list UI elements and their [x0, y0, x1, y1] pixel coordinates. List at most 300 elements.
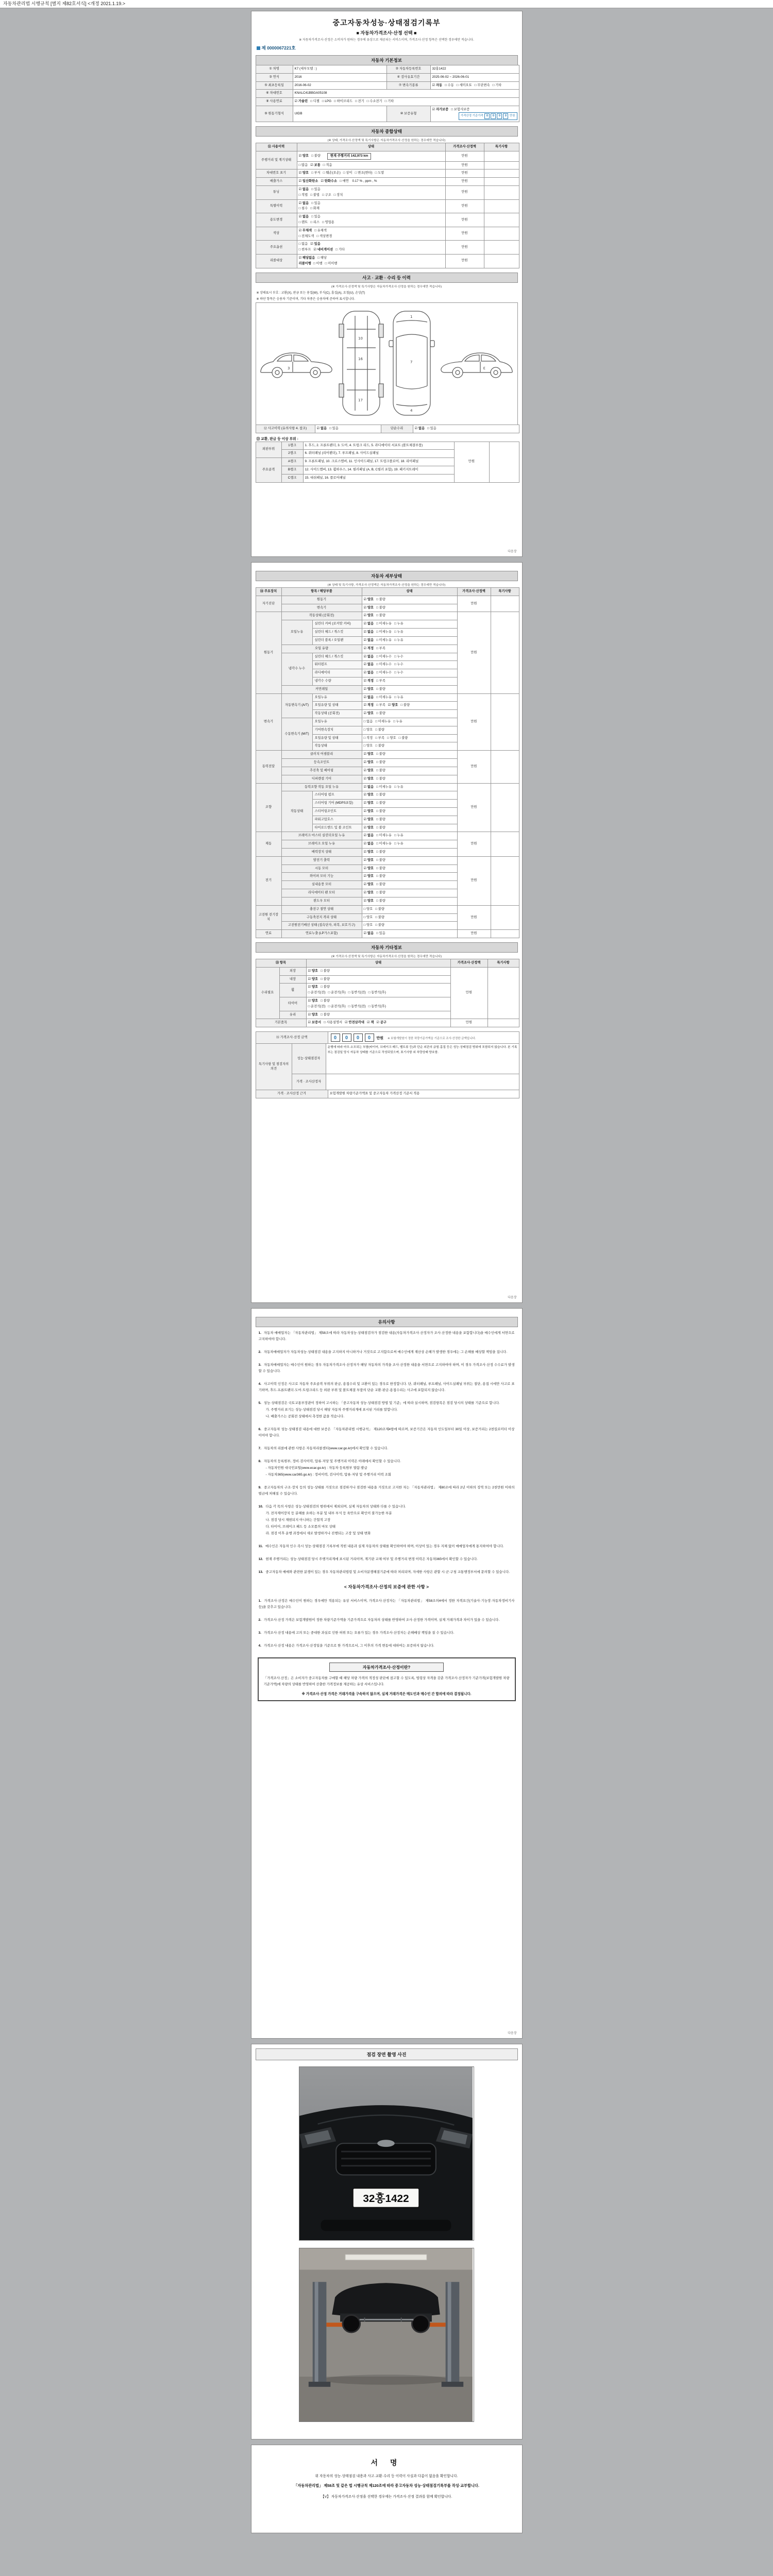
checkbox-checked[interactable]: ☑ 보증서 — [308, 1021, 322, 1025]
checkbox-checked[interactable]: ☑ 양호 — [363, 850, 374, 854]
part-cell: 오일누유 — [312, 718, 362, 726]
field-label: ① 차명 — [256, 65, 293, 74]
item-cell: 유리 — [279, 1011, 306, 1019]
checkbox-unchecked[interactable]: □ 불량 — [375, 727, 384, 732]
checkbox-unchecked[interactable]: □ 미세누수 — [376, 654, 392, 658]
checkbox-checked[interactable]: ☑ 가솔린 — [294, 99, 308, 104]
checkbox-checked[interactable]: ☑ 양호 — [363, 752, 374, 756]
svg-text:4: 4 — [410, 408, 413, 413]
remark-cell — [491, 751, 519, 783]
checkbox-unchecked[interactable]: □ 누수 — [394, 663, 404, 667]
notice-number: 1. — [258, 1599, 261, 1603]
checkbox-checked[interactable]: ☑ 양호 — [363, 825, 374, 829]
checkbox-unchecked[interactable]: □ 하이브리드 — [334, 99, 352, 104]
checkbox-unchecked[interactable]: □ 화재 — [310, 207, 320, 211]
checkbox-unchecked[interactable]: □ 불량 — [376, 825, 385, 829]
checkbox-unchecked[interactable]: □ 미세누유 — [376, 842, 392, 846]
checkbox-unchecked[interactable]: □ 훼손(오손) — [323, 171, 341, 175]
remark-cell — [484, 241, 519, 255]
checkbox-checked[interactable]: ☑ 양호 — [363, 768, 374, 772]
checkbox-checked[interactable]: ☑ 없음 — [298, 215, 309, 219]
price-cell: 만원 — [457, 783, 491, 832]
notice-item: 1. 가격조사·산정은 매수인이 원하는 경우에만 적용되는 유상 서비스이며, 가격조사·산정자는 「자동차관리법」 제58조의4에서 정한 자격요건(기술사·기능장·자동차정비기사 등)을 갖추고 있습니다. — [258, 1599, 515, 1609]
item-cell: 충전구 절연 상태 — [281, 905, 362, 913]
checkbox-checked[interactable]: ☑ 적정 — [363, 646, 374, 650]
checkbox-unchecked[interactable]: □ 무단변속 — [474, 83, 490, 87]
checkbox-checked[interactable]: ☑ 안전삼각대 — [345, 1021, 364, 1025]
checkbox-unchecked[interactable]: □ 불량 — [398, 736, 408, 740]
checkbox-checked[interactable]: ☑ 양호 — [363, 899, 374, 903]
checkbox-checked[interactable]: ☑ 네비게이션 — [313, 248, 333, 252]
car-diagram-side-left — [258, 342, 335, 385]
checkbox-unchecked[interactable]: □ 없음 — [363, 720, 373, 723]
checkbox-unchecked[interactable]: □ 불량 — [376, 752, 385, 756]
checkbox-checked[interactable]: ☑ 없음 — [363, 663, 374, 667]
checkbox-unchecked[interactable]: □ 불량 — [376, 760, 385, 765]
checkbox-unchecked[interactable]: □ 누유 — [394, 785, 404, 789]
remark-cell — [491, 856, 519, 905]
checkbox-checked[interactable]: ☑ 양호 — [308, 999, 318, 1003]
column-header: 특기사항 — [488, 959, 519, 967]
table-row — [256, 170, 519, 178]
checkbox-unchecked[interactable]: □ 운전석(전) — [308, 991, 326, 995]
checkbox-unchecked[interactable]: □ 미세누수 — [376, 663, 392, 667]
checkbox-checked[interactable]: ☑ 공구 — [376, 1021, 386, 1025]
notice-number: 12. — [258, 1557, 263, 1562]
state-cell — [297, 199, 445, 213]
checkbox-unchecked[interactable]: □ 운전석(후) — [328, 991, 346, 995]
part-cell: 오일누유 — [312, 693, 362, 702]
checkbox-unchecked[interactable]: □ 불량 — [375, 744, 384, 748]
notice-item: 9. 중고자동차의 구조·장치 등의 성능·상태를 거짓으로 점검하거나 점검한 내용을 거짓으로 고지한 자는 「자동차관리법」 제80조에 따라 2년 이하의 징역 또는 2천만원 이하의 벌금에 처해질 수 있습니다. — [258, 1486, 515, 1496]
checkbox-checked[interactable]: ☑ 일산화탄소 — [298, 179, 318, 183]
notice-subitem: - 자동차365(www.car365.go.kr) : 정비이력, 검사이력, 압류·저당 및 주행거리 이력 조회 — [265, 1473, 392, 1477]
checkbox-unchecked[interactable]: □ 미세누유 — [376, 630, 392, 634]
checkbox-checked[interactable]: ☑ 없음 — [363, 654, 374, 658]
checkbox-unchecked[interactable]: □ 동반석(후) — [368, 991, 386, 995]
part-cell: 작동상태 (공회전) — [312, 710, 362, 718]
checkbox-checked[interactable]: ☑ 양호 — [363, 597, 374, 601]
price-cell: 만원 — [445, 178, 484, 186]
checkbox-checked[interactable]: ☑ 양호 — [298, 154, 309, 158]
checkbox-unchecked[interactable]: □ 불량 — [375, 915, 384, 919]
checkbox-unchecked[interactable]: □ 수소전기 — [366, 99, 382, 104]
checkbox-unchecked[interactable]: □ 해당 — [317, 256, 327, 260]
guarantee-title: < 자동차가격조사·산정의 보증에 관한 사항 > — [344, 1584, 429, 1590]
table-row — [256, 1032, 519, 1044]
checkbox-checked[interactable]: ☑ 없음 — [298, 187, 309, 191]
checkbox-unchecked[interactable]: □ 부족 — [376, 703, 385, 707]
item-cell: 수동변속기 (M/T) — [281, 718, 312, 751]
state-cell — [362, 645, 457, 653]
checkbox-checked[interactable]: ☑ 없음 — [414, 426, 425, 430]
table-row — [256, 213, 519, 227]
doc-title: 중고자동차성능·상태점검기록부 — [332, 19, 441, 27]
item-cell: 오일 유량 — [281, 645, 362, 653]
history-item-label: 특별이력 — [256, 199, 297, 213]
checkbox-unchecked[interactable]: □ 불량 — [376, 597, 385, 601]
field-value — [430, 81, 519, 90]
checkbox-checked[interactable]: ☑ 없음 — [363, 695, 374, 699]
price-cell: 만원 — [445, 255, 484, 268]
item-cell: 등속조인트 — [281, 759, 362, 767]
checkbox-unchecked[interactable]: □ 누수 — [394, 654, 404, 658]
doc-number — [257, 45, 518, 51]
svg-text:32홍1422: 32홍1422 — [363, 2192, 409, 2205]
checkbox-unchecked[interactable]: □ 영업용 — [322, 221, 334, 224]
checkbox-unchecked[interactable]: □ 누유 — [393, 720, 402, 723]
checkbox-checked[interactable]: ☑ 양호 — [363, 801, 374, 805]
checkbox-unchecked[interactable]: □ 양호 — [386, 736, 396, 740]
checkbox-unchecked[interactable]: □ 없음 — [298, 242, 308, 246]
checkbox-checked[interactable]: ☑ 없음 — [363, 638, 374, 642]
part-cell: 실린더 블록 / 오일팬 — [312, 636, 362, 645]
checkbox-checked[interactable]: ☑ 없음 — [363, 842, 374, 846]
checkbox-unchecked[interactable]: □ 누유 — [394, 834, 404, 838]
vehicle-type-legend: ※ 하단 항목은 승용차 기준이며, 기타 차종은 승용차에 준하여 표시합니다. — [256, 297, 355, 301]
basis-table — [256, 1090, 519, 1098]
checkbox-unchecked[interactable]: □ 불량 — [375, 907, 384, 911]
checkbox-unchecked[interactable]: □ 유채색 — [314, 228, 327, 232]
checkbox-unchecked[interactable]: □ 전체도색 — [298, 234, 314, 238]
checkbox-unchecked[interactable]: □ 불량 — [376, 614, 385, 618]
part-cell: 타이로드엔드 및 볼 조인트 — [312, 824, 362, 832]
item-cell: 발전기 출력 — [281, 856, 362, 865]
item-cell: 작동상태 — [281, 791, 312, 832]
checkbox-unchecked[interactable]: □ 불량 — [321, 1012, 330, 1016]
checkbox-unchecked[interactable]: □ 양호 — [363, 727, 373, 732]
checkbox-unchecked[interactable]: □ 구조 — [322, 193, 331, 197]
checkbox-unchecked[interactable]: □ 불법 — [310, 193, 320, 197]
checkbox-unchecked[interactable]: □ 적정 — [363, 736, 373, 740]
notice-subitem: 가. 전자제어장치 등 분해를 요하는 부분 및 내부 부식 등 육안으로 확인이 불가능한 부분 — [265, 1512, 392, 1516]
part-cell: 냉각수 수량 — [312, 677, 362, 685]
checkbox-checked[interactable]: ☑ 양호 — [363, 711, 374, 716]
checkbox-checked[interactable]: ☑ 없음 — [363, 834, 374, 838]
checkbox-unchecked[interactable]: □ 침수 — [298, 207, 308, 211]
checkbox-checked[interactable]: ☑ 적정 — [363, 703, 374, 707]
checkbox-checked[interactable]: ☑ 없음 — [316, 426, 327, 430]
state-cell — [297, 151, 445, 161]
checkbox-checked[interactable]: ☑ 없음 — [363, 785, 374, 789]
device-cell: 연료 — [256, 930, 281, 938]
checkbox-checked[interactable]: ☑ 양호 — [363, 891, 374, 895]
state-cell — [297, 170, 445, 178]
checkbox-unchecked[interactable]: □ 불량 — [376, 891, 385, 895]
checkbox-unchecked[interactable]: □ 불량 — [376, 687, 385, 691]
checkbox-checked[interactable]: ☑ 양호 — [308, 977, 318, 981]
column-header: 상태 — [306, 959, 450, 967]
valuation-digit: 0 — [331, 1033, 340, 1042]
checkbox-unchecked[interactable]: □ 기타 — [335, 248, 345, 252]
checkbox-unchecked[interactable]: □ 매연 — [340, 179, 349, 183]
checkbox-unchecked[interactable]: □ 운전석(전) — [308, 1004, 326, 1008]
state-cell — [297, 227, 445, 241]
checkbox-unchecked[interactable]: □ 누유 — [394, 842, 404, 846]
checkbox-checked[interactable]: ☑ 양호 — [298, 171, 309, 175]
checkbox-unchecked[interactable]: □ 동반석(전) — [348, 991, 366, 995]
checkbox-unchecked[interactable]: □ 불량 — [311, 154, 321, 158]
field-label: ⑨ 원동기형식 — [256, 106, 293, 122]
checkbox-unchecked[interactable]: □ 장치 — [333, 193, 343, 197]
next-page-marker: 다음장 — [508, 550, 517, 553]
checkbox-unchecked[interactable]: □ 세미오토 — [456, 83, 472, 87]
column-header: ⑪ 사용이력 — [256, 143, 297, 151]
inspector-role-label: 성능·상태점검자 — [292, 1044, 326, 1074]
checkbox-checked[interactable]: ☑ 양호 — [363, 883, 374, 887]
checkbox-unchecked[interactable]: □ 수동 — [445, 83, 454, 87]
part-cell: 작동상태 — [312, 742, 362, 751]
checkbox-unchecked[interactable]: □ 양호 — [363, 744, 373, 748]
checkbox-unchecked[interactable]: □ 불량 — [321, 977, 330, 981]
checkbox-unchecked[interactable]: □ 불량 — [321, 999, 330, 1003]
price-cell: 만원 — [450, 1019, 488, 1027]
table-row — [256, 185, 519, 199]
checkbox-unchecked[interactable]: □ 불량 — [376, 899, 385, 903]
notice-number: 4. — [258, 1382, 261, 1386]
checkbox-unchecked[interactable]: □ 불량 — [400, 703, 410, 707]
checkbox-unchecked[interactable]: □ 양호 — [363, 923, 373, 927]
checkbox-unchecked[interactable]: □ 상이 — [343, 171, 352, 175]
checkbox-unchecked[interactable]: □ 양호 — [363, 907, 373, 911]
checkbox-unchecked[interactable]: □ 렌트 — [298, 221, 308, 224]
checkbox-unchecked[interactable]: □ LPG — [322, 99, 332, 104]
basis-label: 가격 · 조사산정 근거 — [256, 1090, 328, 1098]
guarantee-body — [256, 1595, 518, 1649]
checkbox-checked[interactable]: ☑ 양호 — [363, 858, 374, 862]
notice-number: 8. — [258, 1460, 261, 1464]
state-cell — [362, 800, 457, 808]
checkbox-checked[interactable]: ☑ 양호 — [363, 874, 374, 878]
notice-subitem: 나. 점검 당시 재현되지 아니하는 간헐적 고장 — [265, 1518, 331, 1522]
checkbox-unchecked[interactable]: □ 불량 — [376, 768, 385, 772]
item-cell: 배력장치 상태 — [281, 849, 362, 857]
checkbox-unchecked[interactable]: □ 리스 — [310, 221, 320, 224]
item-cell: 커먼레일 — [281, 685, 362, 693]
column-header: 상태 — [297, 143, 445, 151]
checkbox-unchecked[interactable]: □ 색상변경 — [316, 234, 332, 238]
notice-item: 4. 사고이력 인정은 사고로 자동차 주요골격 부위의 판금, 용접수리 및 교환이 있는 경우로 한정합니다. 단, 쿼터패널, 루프패널, 사이드실패널 부위는 절단, 용접 시에만 사고로 표기하며, 후드·프론트펜더·도어·트렁크리드 등 외판 부위 및 볼트체결 부품의 단순 교환·판금·용접수리는 사고에 포함되지 않습니다. — [258, 1382, 515, 1393]
checkbox-unchecked[interactable]: □ 부족 — [375, 736, 384, 740]
comprehensive-header: 자동차 종합상태 — [256, 126, 518, 137]
state-cell — [362, 913, 457, 922]
photo-lift-svg — [299, 2248, 473, 2421]
checkbox-checked[interactable]: ☑ 양호 — [363, 809, 374, 813]
table-row — [256, 588, 519, 596]
checkbox-unchecked[interactable]: □ 불량 — [376, 809, 385, 813]
checkbox-checked[interactable]: ☑ 양호 — [363, 866, 374, 870]
checkbox-unchecked[interactable]: □ 미세누유 — [376, 834, 392, 838]
price-cell: 만원 — [457, 930, 491, 938]
checkbox-unchecked[interactable]: □ 있음 — [311, 201, 321, 205]
checkbox-unchecked[interactable]: □ 있음 — [311, 215, 321, 219]
checkbox-unchecked[interactable]: □ 불량 — [376, 793, 385, 797]
page-1 — [251, 11, 523, 557]
checkbox-unchecked[interactable]: □ 기타 — [492, 83, 502, 87]
checkbox-unchecked[interactable]: □ 많음 — [298, 163, 308, 167]
checkbox-unchecked[interactable]: □ 운전석(후) — [328, 1004, 346, 1008]
notice-item: 8. 자동차의 등록원부, 정비·검사이력, 압류·저당 및 주행거리 이력은 아래에서 확인할 수 있습니다. - 자동차민원 대국민포털(www.ecar.go.kr) : 자동차 등록원부 열람·발급 - 자동차365(www.car365.go.kr) : 정비이력, 검사이력, 압류·저당 및 주행거리 이력 조회 — [259, 1459, 515, 1478]
checkbox-unchecked[interactable]: □ 불량 — [376, 711, 385, 716]
checkbox-unchecked[interactable]: □ 불량 — [376, 874, 385, 878]
checkbox-checked[interactable]: ☑ 잭 — [366, 1021, 374, 1025]
checkbox-unchecked[interactable]: □ 누유 — [394, 638, 404, 642]
notice-number: 2. — [258, 1350, 261, 1354]
checkbox-checked[interactable]: ☑ 있음 — [310, 242, 321, 246]
state-second-line — [299, 262, 444, 266]
checkbox-checked[interactable]: ☑ 없음 — [363, 671, 374, 675]
checkbox-unchecked[interactable]: □ 적법 — [298, 193, 308, 197]
item-cell: 윈도우 모터 — [281, 897, 362, 905]
checkbox-unchecked[interactable]: □ 보험사보증 — [451, 108, 470, 112]
checkbox-unchecked[interactable]: □ 불량 — [376, 776, 385, 781]
checkbox-unchecked[interactable]: □ 동반석(후) — [368, 1004, 386, 1008]
checkbox-unchecked[interactable]: □ 사용설명서 — [324, 1021, 343, 1025]
checkbox-unchecked[interactable]: □ 미세누유 — [376, 695, 392, 699]
section-note: (※ 상태, 가격조사·산정액 및 특기사항은 자동차가격조사·산정을 원하는 경우에만 적습니다) — [327, 139, 446, 142]
table-row — [256, 1090, 519, 1098]
checkbox-checked[interactable]: ☑ 양호 — [363, 605, 374, 609]
checkbox-unchecked[interactable]: □ 미이행 — [325, 261, 338, 265]
checkbox-checked[interactable]: ☑ 없음 — [363, 622, 374, 626]
item-cell: 실내송풍 모터 — [281, 881, 362, 889]
checkbox-unchecked[interactable]: □ 누유 — [394, 622, 404, 626]
doc-header-note: ※ 자동차가격조사·산정은 소비자가 원하는 경우에 유상으로 제공되는 서비스이며, 가격조사·산정 항목은 선택한 경우에만 적습니다. — [299, 39, 474, 42]
checkbox-unchecked[interactable]: □ 불량 — [375, 923, 384, 927]
checkbox-unchecked[interactable]: □ 불량 — [321, 985, 330, 989]
item-cell: 내장 — [279, 975, 306, 984]
checkbox-checked[interactable]: ☑ 무채색 — [298, 228, 312, 232]
checkbox-unchecked[interactable]: □ 불량 — [376, 817, 385, 821]
checkbox-unchecked[interactable]: □ 미세누유 — [375, 720, 391, 723]
checkbox-unchecked[interactable]: □ 불량 — [376, 866, 385, 870]
rank-parts-cell: 6. 쿼터패널 (리어펜더), 7. 루프패널, 8. 사이드실패널 — [303, 450, 454, 458]
checkbox-checked[interactable]: ☑ 양호 — [308, 969, 318, 973]
checkbox-unchecked[interactable]: □ 동반석(전) — [348, 1004, 366, 1008]
checkbox-unchecked[interactable]: □ 누유 — [394, 630, 404, 634]
document — [0, 8, 773, 2533]
state-cell — [362, 661, 457, 669]
checkbox-unchecked[interactable]: □ 적음 — [323, 163, 332, 167]
checkbox-unchecked[interactable]: □ 미세누유 — [376, 638, 392, 642]
column-header: ⑮ 항목 — [256, 959, 306, 967]
checkbox-unchecked[interactable]: □ 있음 — [427, 426, 436, 430]
field-value: K7 (세부모델 : ) — [293, 65, 386, 74]
state-cell — [362, 832, 457, 840]
state-cell — [362, 840, 457, 849]
signature-line-1: 위 자동차의 성능·상태점검 내용과 사고·교환·수리 등 이력이 사실과 다름이 없음을 확인합니다. — [315, 2475, 458, 2478]
notice-subitem: - 자동차민원 대국민포털(www.ecar.go.kr) : 자동차 등록원부 열람·발급 — [265, 1466, 367, 1470]
doc-number-icon — [257, 46, 260, 50]
remark-cell — [484, 227, 519, 241]
state-cell — [306, 997, 450, 1011]
checkbox-checked[interactable]: ☑ 탄화수소 — [321, 179, 338, 183]
base-price-label: 가격산정 기준가격 — [460, 114, 484, 117]
checkbox-unchecked[interactable]: □ 누수 — [394, 671, 404, 675]
checkbox-unchecked[interactable]: □ 불량 — [376, 801, 385, 805]
checkbox-unchecked[interactable]: □ 부족 — [376, 646, 385, 650]
checkbox-checked[interactable]: ☑ 자가보증 — [432, 108, 449, 112]
state-second-line — [299, 193, 444, 198]
opinion-table — [256, 1043, 519, 1090]
checkbox-unchecked[interactable]: □ 변조(변타) — [355, 171, 373, 175]
checkbox-unchecked[interactable]: □ 불량 — [376, 850, 385, 854]
checkbox-unchecked[interactable]: □ 미세누수 — [376, 671, 392, 675]
checkbox-checked[interactable]: ☑ 없음 — [298, 201, 309, 205]
checkbox-checked[interactable]: ☑ 보통 — [310, 163, 321, 167]
state-cell — [362, 881, 457, 889]
signature-line-3: 【V】 자동차가격조사·산정을 선택한 경우에는 가격조사·산정 결과를 함께 확인합니다. — [321, 2495, 452, 2499]
section-note: (※ 가격조사·산정액 및 특기사항은 자동차가격조사·산정을 원하는 경우에만 적습니다) — [331, 955, 442, 958]
checkbox-checked[interactable]: ☑ 양호 — [363, 687, 374, 691]
table-row — [256, 442, 519, 450]
checkbox-checked[interactable]: ☑ 양호 — [308, 985, 318, 989]
checkbox-checked[interactable]: ☑ 양호 — [363, 793, 374, 797]
rank-cell: B랭크 — [281, 466, 303, 474]
checkbox-checked[interactable]: ☑ 양호 — [363, 817, 374, 821]
checkbox-checked[interactable]: ☑ 양호 — [363, 776, 374, 781]
checkbox-unchecked[interactable]: □ 양호 — [363, 915, 373, 919]
checkbox-unchecked[interactable]: □ 불량 — [376, 605, 385, 609]
checkbox-unchecked[interactable]: □ 있음 — [311, 187, 321, 191]
checkbox-unchecked[interactable]: □ 썬루프 — [298, 248, 311, 252]
checkbox-checked[interactable]: ☑ 없음 — [363, 931, 374, 936]
checkbox-checked[interactable]: ☑ 양호 — [363, 614, 374, 618]
page-5 — [251, 2445, 523, 2533]
section-note: (※ 상태 및 특기사항, 가격조사·산정액은 자동차가격조사·산정을 원하는 경우에만 적습니다) — [327, 584, 446, 587]
checkbox-unchecked[interactable]: □ 누유 — [394, 695, 404, 699]
definition-bold-line: ※ 가격조사·산정 가격은 거래가격을 구속하지 않으며, 실제 거래가격은 매도인과 매수인 간 합의에 따라 결정됩니다. — [301, 1692, 472, 1696]
checkbox-unchecked[interactable]: □ 불량 — [376, 883, 385, 887]
definition-box — [258, 1657, 516, 1701]
checkbox-unchecked[interactable]: □ 있음 — [329, 426, 339, 430]
state-cell — [362, 620, 457, 629]
field-label: ⑧ 사용연료 — [256, 98, 293, 106]
checkbox-checked[interactable]: ☑ 양호 — [308, 1012, 318, 1016]
checkbox-unchecked[interactable]: □ 부족 — [376, 679, 385, 683]
history-item-label: 주행거리 및 계기상태 — [256, 151, 297, 170]
checkbox-unchecked[interactable]: □ 불량 — [376, 858, 385, 862]
checkbox-unchecked[interactable]: □ 도말 — [375, 171, 384, 175]
checkbox-checked[interactable]: ☑ 적정 — [363, 679, 374, 683]
checkbox-unchecked[interactable]: □ 미세누유 — [376, 622, 392, 626]
part-cell: 오일유량 및 상태 — [312, 734, 362, 742]
checkbox-unchecked[interactable]: □ 불량 — [321, 969, 330, 973]
checkbox-unchecked[interactable]: □ 전기 — [355, 99, 364, 104]
checkbox-unchecked[interactable]: □ 있음 — [376, 931, 385, 936]
checkbox-unchecked[interactable]: □ 디젤 — [310, 99, 320, 104]
checkbox-unchecked[interactable]: □ 부식 — [311, 171, 321, 175]
accident-history-table — [256, 425, 519, 433]
checkbox-checked[interactable]: ☑ 양호 — [388, 703, 398, 707]
part-cell: 워터펌프 — [312, 661, 362, 669]
signature-line-2: 「자동차관리법」 제58조 및 같은 법 시행규칙 제120조에 따라 중고자동차 성능·상태점검기록부를 작성·교부합니다. — [294, 2483, 479, 2488]
price-cell: 만원 — [457, 832, 491, 856]
column-header: 가격조사·산정액 — [445, 143, 484, 151]
checkbox-unchecked[interactable]: □ 기타 — [384, 99, 394, 104]
table-row — [256, 106, 519, 122]
checkbox-checked[interactable]: ☑ 없음 — [363, 630, 374, 634]
checkbox-checked[interactable]: ☑ 자동 — [432, 83, 443, 87]
checkbox-checked[interactable]: ☑ 해당없음 — [298, 256, 315, 260]
checkbox-unchecked[interactable]: □ 이행 — [313, 261, 323, 265]
checkbox-unchecked[interactable]: □ 미세누유 — [376, 785, 392, 789]
measured-values: 0.17 % , ppm , % — [351, 179, 377, 183]
state-cell — [362, 734, 457, 742]
column-header: 가격조사·산정액 — [450, 959, 488, 967]
state-cell — [362, 759, 457, 767]
checkbox-checked[interactable]: ☑ 양호 — [363, 760, 374, 765]
